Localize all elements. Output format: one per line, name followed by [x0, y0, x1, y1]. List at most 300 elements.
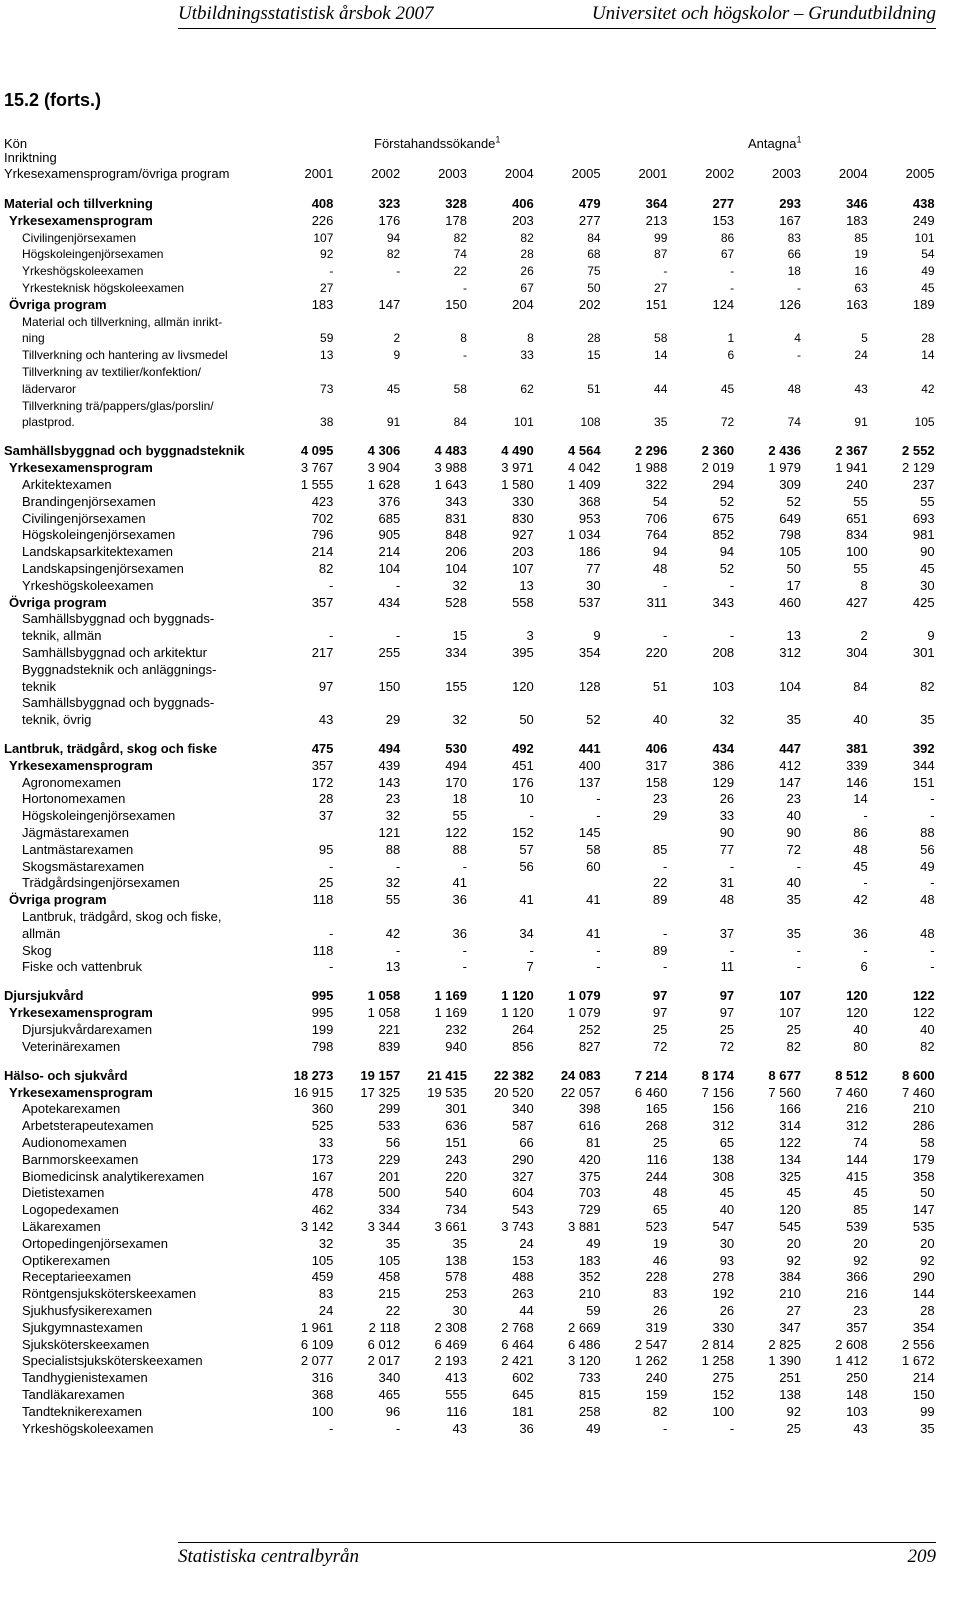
value-cell: 325 — [779, 1168, 801, 1184]
value-cell: 827 — [578, 1038, 601, 1054]
value-cell: 94 — [719, 544, 735, 560]
value-cell: 6 012 — [367, 1336, 401, 1352]
value-cell: 120 — [846, 988, 868, 1004]
value-cell: 693 — [912, 510, 935, 526]
value-cell: 55 — [853, 493, 868, 509]
value-cell: 395 — [512, 644, 534, 660]
row-label — [0, 477, 267, 494]
value-cell: 20 — [853, 1235, 868, 1251]
value-cell: - — [663, 628, 668, 644]
value-cell: 3 344 — [367, 1218, 401, 1234]
value-cell: 1 979 — [768, 460, 801, 476]
value-cell: 927 — [512, 527, 534, 543]
value-cell: 40 — [652, 712, 668, 728]
value-cell: 35 — [786, 712, 801, 728]
value-cell: 22 — [652, 875, 668, 891]
row-label — [0, 1353, 267, 1370]
row-label — [0, 1387, 267, 1404]
value-cell: 830 — [512, 510, 534, 526]
value-cell: 50 — [920, 1185, 935, 1201]
value-cell: 213 — [645, 212, 668, 228]
value-cell: 368 — [311, 1386, 334, 1402]
value-cell: 163 — [846, 296, 868, 312]
value-cell: 2 118 — [368, 1319, 401, 1335]
value-cell: 462 — [311, 1202, 334, 1218]
value-cell: 15 — [452, 628, 467, 644]
value-cell: - — [663, 925, 668, 941]
footnote-marker: 1 — [796, 134, 802, 145]
table-row — [0, 460, 935, 477]
value-cell: 97 — [719, 1005, 735, 1021]
value-cell: 1 169 — [434, 988, 467, 1004]
value-cell: 360 — [311, 1101, 334, 1117]
value-cell: 1 120 — [501, 988, 534, 1004]
value-cell: 339 — [846, 757, 868, 773]
value-cell: - — [863, 808, 868, 824]
value-cell: 192 — [712, 1286, 735, 1302]
row-label — [0, 1337, 267, 1354]
value-cell: - — [663, 959, 668, 975]
value-cell: 206 — [445, 544, 467, 560]
value-cell: 101 — [513, 415, 534, 430]
table-row — [0, 758, 935, 775]
value-cell: 2 308 — [434, 1319, 467, 1335]
value-cell: 3 881 — [568, 1218, 601, 1234]
value-cell: 3 904 — [367, 460, 401, 476]
value-cell: 40 — [853, 712, 868, 728]
value-cell: 52 — [719, 493, 735, 509]
value-cell: 317 — [645, 757, 668, 773]
value-cell: 6 460 — [634, 1084, 668, 1100]
row-label — [0, 364, 267, 398]
row-label-line: Lantmästarexamen — [22, 841, 134, 857]
table-row — [0, 775, 935, 792]
year-header: 2005 — [905, 166, 935, 181]
value-cell: 178 — [445, 212, 467, 228]
value-cell: 539 — [846, 1218, 868, 1234]
value-cell: 83 — [652, 1286, 668, 1302]
value-cell: 32 — [385, 808, 401, 824]
value-cell: 35 — [786, 892, 801, 908]
value-cell: 4 042 — [568, 460, 601, 476]
table-row — [0, 1202, 935, 1219]
value-cell: 357 — [311, 757, 334, 773]
value-cell: - — [395, 1420, 401, 1436]
year-header: 2002 — [371, 166, 401, 181]
value-cell: 2 017 — [367, 1353, 401, 1369]
value-cell: 38 — [320, 415, 334, 430]
value-cell: 144 — [912, 1286, 935, 1302]
value-cell: 636 — [445, 1118, 467, 1134]
value-cell: 120 — [512, 678, 534, 694]
row-label — [0, 443, 267, 460]
value-cell: 51 — [587, 381, 601, 396]
value-cell: 104 — [445, 560, 467, 576]
row-label — [0, 645, 267, 662]
value-cell: 352 — [578, 1269, 601, 1285]
value-cell: 146 — [846, 774, 868, 790]
value-cell: 210 — [912, 1101, 935, 1117]
value-cell: 439 — [378, 757, 401, 773]
value-cell: 26 — [719, 1302, 735, 1318]
table-row — [0, 196, 935, 213]
value-cell: - — [329, 264, 334, 279]
row-label-line: Övriga program — [9, 594, 107, 610]
value-cell: 1 580 — [501, 476, 534, 492]
row-label — [0, 695, 267, 729]
value-cell: 158 — [645, 774, 668, 790]
value-cell: 314 — [779, 1118, 801, 1134]
value-cell: 49 — [920, 858, 935, 874]
value-cell: 703 — [578, 1185, 601, 1201]
row-label — [0, 297, 267, 314]
value-cell: 17 — [786, 577, 801, 593]
value-cell: 147 — [779, 774, 801, 790]
value-cell: 159 — [645, 1386, 668, 1402]
year-header: 2003 — [438, 166, 467, 181]
row-label — [0, 808, 267, 825]
row-label-line: Skog — [22, 942, 52, 958]
value-cell: 533 — [378, 1118, 401, 1134]
value-cell: 55 — [452, 808, 467, 824]
value-cell: 46 — [652, 1252, 668, 1268]
value-cell: 59 — [586, 1302, 601, 1318]
value-cell: 2 360 — [701, 443, 735, 459]
value-cell: 30 — [586, 577, 601, 593]
year-header: 2004 — [838, 166, 868, 181]
value-cell: 413 — [445, 1370, 467, 1386]
value-cell: 29 — [385, 712, 401, 728]
value-cell: 58 — [654, 331, 668, 346]
year-header: 2001 — [638, 166, 668, 181]
value-cell: 263 — [512, 1286, 534, 1302]
year-header: 2003 — [772, 166, 801, 181]
value-cell: 2 129 — [902, 460, 935, 476]
value-cell: 36 — [519, 1420, 534, 1436]
value-cell: 249 — [912, 212, 935, 228]
value-cell: 86 — [720, 230, 735, 245]
value-cell: 1 169 — [434, 1005, 467, 1021]
row-label — [0, 988, 267, 1005]
value-cell: 43 — [853, 1420, 868, 1436]
table-row — [0, 741, 935, 758]
value-cell: 465 — [378, 1386, 401, 1402]
value-cell: - — [663, 577, 668, 593]
value-cell: 555 — [445, 1386, 467, 1402]
row-label-line: Veterinärexamen — [22, 1038, 121, 1054]
value-cell: 167 — [779, 212, 801, 228]
row-label-line: Övriga program — [9, 296, 107, 312]
value-cell: 22 — [385, 1302, 401, 1318]
value-cell: 92 — [786, 1252, 801, 1268]
value-cell: - — [796, 858, 801, 874]
value-cell: 179 — [912, 1151, 935, 1167]
value-cell: 108 — [580, 415, 601, 430]
value-cell: 23 — [652, 791, 668, 807]
row-label-line: Byggnadsteknik och anläggnings- — [22, 661, 217, 677]
row-label-line: Material och tillverkning — [4, 196, 153, 211]
row-label-line: Barnmorskeexamen — [22, 1151, 139, 1167]
value-cell: 156 — [712, 1101, 735, 1117]
value-cell: 308 — [712, 1168, 735, 1184]
value-cell: 240 — [645, 1370, 668, 1386]
value-cell: 264 — [512, 1022, 534, 1038]
row-label-line: Sjukgymnastexamen — [22, 1319, 143, 1335]
value-cell: 89 — [652, 892, 668, 908]
value-cell: 543 — [512, 1202, 534, 1218]
row-label-line: Optikerexamen — [22, 1252, 111, 1268]
row-label — [0, 1202, 267, 1219]
table-row — [0, 246, 935, 263]
table-row — [0, 1253, 935, 1270]
value-cell: 796 — [311, 527, 334, 543]
value-cell: 122 — [779, 1134, 801, 1150]
value-cell: - — [329, 1420, 334, 1436]
row-label-line: Arbetsterapeutexamen — [22, 1118, 154, 1134]
value-cell: 121 — [378, 825, 401, 841]
row-label — [0, 959, 267, 976]
value-cell: 26 — [719, 791, 735, 807]
value-cell: 479 — [578, 196, 601, 211]
table-row — [0, 1152, 935, 1169]
value-cell: 278 — [712, 1269, 735, 1285]
value-cell: 733 — [578, 1370, 601, 1386]
row-label-line: Tandhygienistexamen — [22, 1370, 148, 1386]
value-cell: 244 — [645, 1168, 668, 1184]
value-cell: 63 — [854, 280, 868, 295]
value-cell: 49 — [586, 1235, 601, 1251]
group-header-forstahandssokande — [374, 136, 500, 152]
table-row — [0, 1269, 935, 1286]
value-cell: - — [796, 280, 801, 295]
value-cell: 94 — [386, 230, 401, 245]
value-cell: 3 — [526, 628, 534, 644]
row-label-line: Sjukhusfysikerexamen — [22, 1302, 153, 1318]
value-cell: 104 — [378, 560, 401, 576]
value-cell: 95 — [318, 841, 334, 857]
value-cell: 22 382 — [494, 1067, 534, 1083]
value-cell: - — [395, 577, 401, 593]
value-cell: - — [729, 858, 735, 874]
value-cell: 856 — [512, 1038, 534, 1054]
row-label-line: ning — [22, 331, 45, 346]
table-row — [0, 988, 935, 1005]
value-cell: 100 — [846, 544, 868, 560]
value-cell: 18 273 — [293, 1067, 334, 1083]
value-cell: 537 — [578, 594, 601, 610]
value-cell: 2 825 — [768, 1336, 801, 1352]
value-cell: 438 — [912, 196, 935, 211]
value-cell: 56 — [519, 858, 534, 874]
value-cell: - — [729, 628, 735, 644]
value-cell: 1 258 — [701, 1353, 735, 1369]
table-row — [0, 297, 935, 314]
stub-header-program: Yrkesexamensprogram/övriga program — [4, 166, 230, 181]
value-cell: 138 — [712, 1151, 735, 1167]
value-cell: 35 — [654, 415, 668, 430]
value-cell: 334 — [378, 1202, 401, 1218]
value-cell: 11 — [720, 959, 735, 975]
value-cell: 322 — [645, 476, 668, 492]
value-cell: 49 — [921, 264, 935, 279]
value-cell: 92 — [853, 1252, 868, 1268]
value-cell: 57 — [519, 841, 534, 857]
value-cell: - — [329, 959, 334, 975]
value-cell: 1 961 — [300, 1319, 334, 1335]
value-cell: 37 — [318, 808, 334, 824]
value-cell: 23 — [786, 791, 801, 807]
value-cell: 14 — [921, 348, 935, 363]
value-cell: 8 — [527, 331, 534, 346]
value-cell: 358 — [912, 1168, 935, 1184]
row-label-line: Agronomexamen — [22, 774, 121, 790]
value-cell: 170 — [445, 774, 467, 790]
value-cell: 2 814 — [701, 1336, 735, 1352]
value-cell: - — [663, 264, 668, 279]
table-row — [0, 1118, 935, 1135]
value-cell: 134 — [779, 1151, 801, 1167]
value-cell: 120 — [779, 1202, 801, 1218]
value-cell: 34 — [519, 925, 534, 941]
page-number: 209 — [907, 1546, 936, 1567]
value-cell: 312 — [712, 1118, 735, 1134]
value-cell: 22 — [453, 264, 467, 279]
value-cell: 45 — [853, 1185, 868, 1201]
value-cell: 35 — [385, 1235, 401, 1251]
value-cell: 420 — [578, 1151, 601, 1167]
value-cell: 343 — [712, 594, 735, 610]
value-cell: 48 — [853, 841, 868, 857]
value-cell: 85 — [853, 1202, 868, 1218]
table-row — [0, 1337, 935, 1354]
value-cell: 344 — [912, 757, 935, 773]
value-cell: 81 — [586, 1134, 601, 1150]
value-cell: 9 — [927, 628, 935, 644]
value-cell: 45 — [853, 858, 868, 874]
value-cell: 65 — [652, 1202, 668, 1218]
value-cell: 1 079 — [568, 988, 601, 1004]
row-label-line: Trädgårdsingenjörsexamen — [22, 875, 180, 891]
value-cell: 96 — [385, 1403, 401, 1419]
value-cell: 252 — [578, 1022, 601, 1038]
value-cell: - — [596, 808, 601, 824]
row-label-line: Yrkesteknisk högskoleexamen — [22, 280, 185, 295]
value-cell: 25 — [652, 1134, 668, 1150]
value-cell: 6 464 — [501, 1336, 534, 1352]
value-cell: - — [462, 280, 467, 295]
row-label — [0, 460, 267, 477]
value-cell: 415 — [846, 1168, 868, 1184]
value-cell: 199 — [311, 1022, 334, 1038]
value-cell: 93 — [719, 1252, 735, 1268]
year-header: 2004 — [504, 166, 534, 181]
row-label-line: Arkitektexamen — [22, 476, 112, 492]
row-label — [0, 1303, 267, 1320]
row-label — [0, 1370, 267, 1387]
value-cell: 189 — [912, 296, 935, 312]
value-cell: 147 — [912, 1202, 935, 1218]
value-cell: 375 — [578, 1168, 601, 1184]
row-label-line: Fiske och vattenbruk — [22, 959, 142, 975]
row-label — [0, 511, 267, 528]
value-cell: 232 — [445, 1022, 467, 1038]
value-cell: 651 — [846, 510, 868, 526]
value-cell: 4 483 — [434, 443, 467, 459]
value-cell: 35 — [452, 1235, 467, 1251]
value-cell: 15 — [587, 348, 601, 363]
row-label-line: Yrkeshögskoleexamen — [22, 264, 144, 279]
value-cell: 26 — [520, 264, 534, 279]
value-cell: 250 — [846, 1370, 868, 1386]
value-cell: 201 — [378, 1168, 401, 1184]
value-cell: 145 — [578, 825, 601, 841]
value-cell: 26 — [652, 1302, 668, 1318]
value-cell: 30 — [719, 1235, 735, 1251]
value-cell: 309 — [779, 476, 801, 492]
value-cell: 50 — [587, 280, 601, 295]
value-cell: 301 — [912, 644, 935, 660]
value-cell: 40 — [786, 875, 801, 891]
table-row — [0, 645, 935, 662]
value-cell: 25 — [786, 1022, 801, 1038]
value-cell: 54 — [652, 493, 668, 509]
value-cell: 8 677 — [768, 1067, 801, 1083]
value-cell: 62 — [520, 381, 534, 396]
row-label — [0, 1118, 267, 1135]
value-cell: 616 — [578, 1118, 601, 1134]
value-cell: 48 — [787, 381, 801, 396]
table-row — [0, 1101, 935, 1118]
value-cell: 105 — [311, 1252, 334, 1268]
table-row — [0, 477, 935, 494]
year-header-row — [0, 166, 935, 182]
value-cell: 82 — [920, 678, 935, 694]
publisher-name: Statistiska centralbyrån — [178, 1546, 360, 1567]
value-cell: 398 — [578, 1101, 601, 1117]
value-cell: - — [529, 942, 534, 958]
row-label-line: Läkarexamen — [22, 1218, 101, 1234]
value-cell: 128 — [578, 678, 601, 694]
value-cell: 14 — [654, 348, 668, 363]
value-cell: 100 — [311, 1403, 334, 1419]
row-label-line: Lantbruk, trädgård, skog och fiske, — [22, 909, 222, 925]
value-cell: 87 — [654, 247, 668, 262]
row-label — [0, 280, 267, 297]
table-row — [0, 213, 935, 230]
value-cell: 118 — [312, 892, 334, 908]
value-cell: 28 — [921, 331, 935, 346]
value-cell: 1 120 — [501, 1005, 534, 1021]
value-cell: 4 — [794, 331, 801, 346]
value-cell: 88 — [452, 841, 467, 857]
value-cell: 1 058 — [367, 1005, 401, 1021]
value-cell: 100 — [712, 1403, 735, 1419]
table-row — [0, 791, 935, 808]
value-cell: 73 — [320, 381, 334, 396]
value-cell: 458 — [378, 1269, 401, 1285]
value-cell: 852 — [712, 527, 735, 543]
value-cell: 75 — [587, 264, 601, 279]
value-cell: 434 — [378, 594, 401, 610]
row-label — [0, 398, 267, 432]
value-cell: 24 083 — [560, 1067, 601, 1083]
row-label — [0, 1005, 267, 1022]
row-label — [0, 1269, 267, 1286]
value-cell: 28 — [920, 1302, 935, 1318]
row-label — [0, 662, 267, 696]
value-cell: 220 — [445, 1168, 467, 1184]
value-cell: 20 — [920, 1235, 935, 1251]
